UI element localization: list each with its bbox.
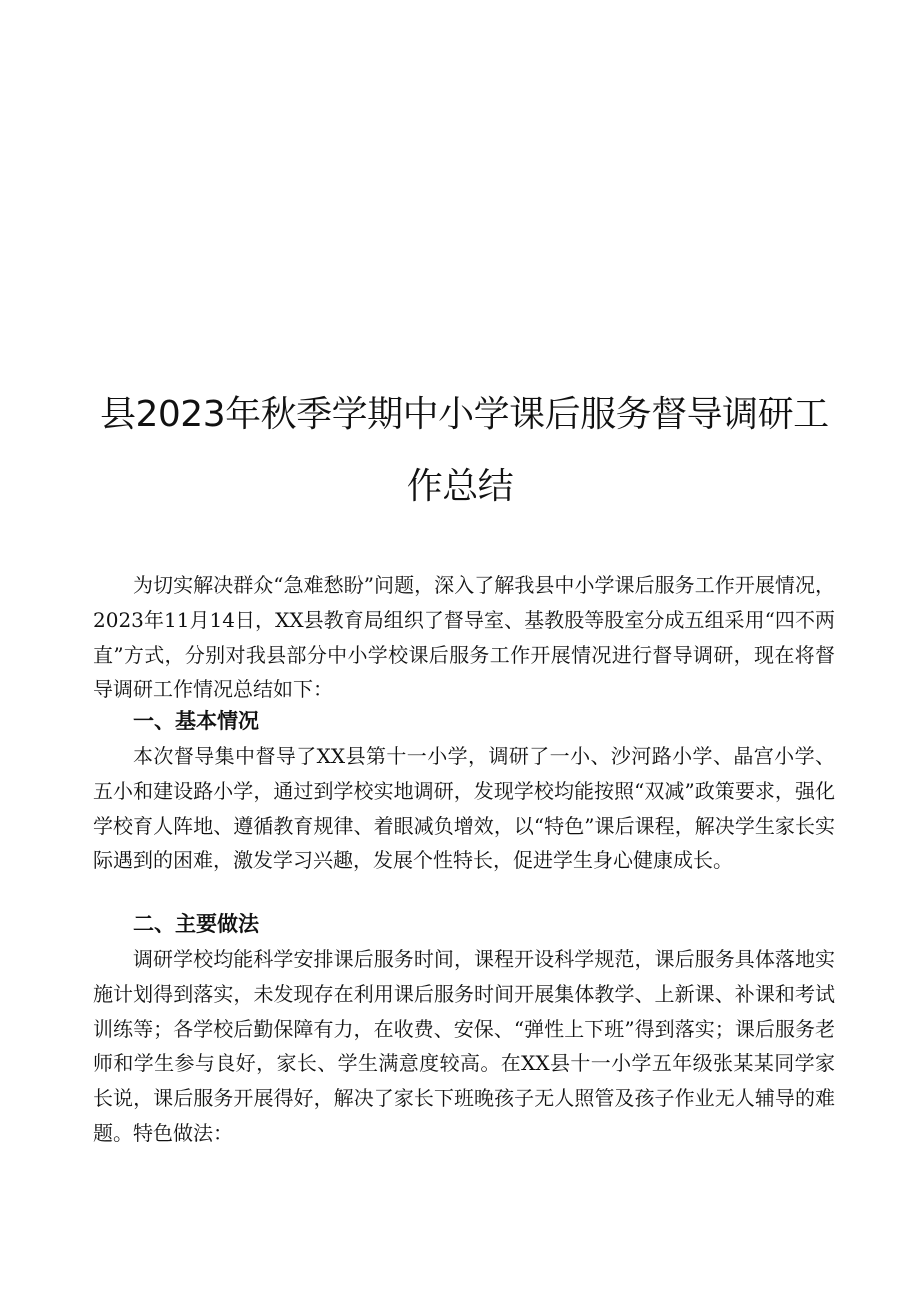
section-heading-basic: 一、基本情况 — [133, 709, 259, 733]
document-title-line-2: 作总结 — [406, 466, 514, 507]
main-practice-paragraph: 调研学校均能科学安排课后服务时间，课程开设科学规范，课后服务具体落地实施计划得到落实，未发现存在利用课后服务时间开展集体教学、上新课、补课和考试训练等；各学校后勤保障有力，在收费、安保、“弹性上下班”得到落实；课后服务老师和学生参与良好，家长、学生满意度较高。在XX县十一小学五年级张某某同学家长说，课后服务开展得好，解决了家长下班晚孩子无人照管及孩子作业无人辅导的难题。特色做法： — [93, 947, 835, 1145]
section-heading-practice: 二、主要做法 — [133, 912, 259, 936]
intro-paragraph: 为切实解决群众“急难愁盼”问题，深入了解我县中小学课后服务工作开展情况，2023年11月14日，XX县教育局组织了督导室、基教股等股室分成五组采用“四不两直”方式，分别对我县部分中小学校课后服务工作开展情况进行督导调研，现在将督导调研工作情况总结如下： — [93, 573, 835, 702]
document-title-line-1: 县2023年秋季学期中小学课后服务督导调研工 — [100, 394, 829, 435]
basic-situation-paragraph: 本次督导集中督导了XX县第十一小学，调研了一小、沙河路小学、晶宫小学、五小和建设路小学，通过到学校实地调研，发现学校均能按照“双减”政策要求，强化学校育人阵地、遵循教育规律、着眼减负增效，以“特色”课后课程，解决学生家长实际遇到的困难，激发学习兴趣，发展个性特长，促进学生身心健康成长。 — [93, 744, 835, 873]
